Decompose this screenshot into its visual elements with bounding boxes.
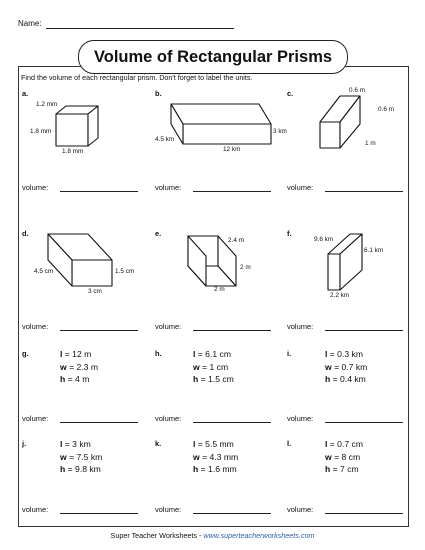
height-value: = 1.6 mm (200, 464, 237, 474)
length-value: = 0.3 km (329, 349, 363, 359)
dimension-label: 3 km (273, 128, 287, 135)
volume-label: volume: (22, 505, 49, 514)
prism-a (50, 104, 110, 154)
problem-letter: l. (287, 439, 292, 448)
dimension-label: 3 cm (88, 288, 102, 295)
volume-answer-line[interactable] (325, 422, 403, 423)
footer-text: Super Teacher Worksheets - (110, 531, 204, 540)
volume-label: volume: (22, 322, 49, 331)
dimension-label: 1.2 mm (36, 101, 58, 108)
problem-letter: f. (287, 229, 292, 238)
problem-letter: j. (22, 439, 27, 448)
volume-label: volume: (155, 322, 182, 331)
problem-letter: c. (287, 89, 294, 98)
volume-label: volume: (22, 414, 49, 423)
dimension-label: 12 km (223, 146, 241, 153)
length-value: = 12 m (64, 349, 92, 359)
problem-letter: e. (155, 229, 162, 238)
var-h: h (193, 464, 199, 474)
var-h: h (325, 464, 331, 474)
dimension-label: 1.8 mm (62, 148, 84, 155)
dimension-label: 2.4 m (228, 237, 244, 244)
formula-block-l (325, 438, 363, 476)
volume-label: volume: (287, 505, 314, 514)
var-l: l (325, 349, 328, 359)
formula-block-j (60, 438, 102, 476)
name-label: Name: (18, 19, 42, 28)
footer (0, 531, 425, 540)
var-l: l (193, 349, 196, 359)
dimension-label: 1.8 mm (30, 128, 52, 135)
var-w: w (325, 361, 332, 372)
problem-letter: g. (22, 349, 29, 358)
volume-label: volume: (287, 183, 314, 192)
formula-block-i (325, 348, 367, 386)
width-value: = 7.5 km (69, 451, 103, 462)
volume-answer-line[interactable] (193, 513, 271, 514)
formula-block-h (193, 348, 234, 386)
volume-answer-line[interactable] (193, 330, 271, 331)
length-value: = 0.7 cm (329, 439, 363, 449)
dimension-label: 4.5 cm (34, 268, 54, 275)
var-l: l (60, 349, 63, 359)
volume-answer-line[interactable] (325, 330, 403, 331)
dimension-label: 2 m (240, 264, 251, 271)
page-title: Volume of Rectangular Prisms (78, 40, 348, 74)
problem-letter: d. (22, 229, 29, 238)
volume-label: volume: (155, 183, 182, 192)
height-value: = 1.5 cm (200, 374, 234, 384)
var-h: h (60, 374, 66, 384)
volume-label: volume: (22, 183, 49, 192)
var-h: h (60, 464, 66, 474)
volume-answer-line[interactable] (60, 422, 138, 423)
volume-label: volume: (287, 414, 314, 423)
volume-answer-line[interactable] (193, 422, 271, 423)
height-value: = 7 cm (332, 464, 359, 474)
dimension-label: 2 m (214, 286, 225, 293)
dimension-label: 1.5 cm (115, 268, 135, 275)
formula-block-g (60, 348, 98, 386)
var-w: w (193, 361, 200, 372)
volume-answer-line[interactable] (325, 191, 403, 192)
name-line[interactable] (46, 28, 234, 29)
volume-answer-line[interactable] (60, 513, 138, 514)
width-value: = 8 cm (334, 451, 361, 462)
dimension-label: 2.2 km (330, 292, 350, 299)
width-value: = 1 cm (202, 361, 229, 372)
instructions: Find the volume of each rectangular prism. Don't forget to label the units. (21, 73, 253, 82)
volume-label: volume: (287, 322, 314, 331)
prism-d (46, 230, 121, 290)
var-h: h (325, 374, 331, 384)
formula-block-k (193, 438, 238, 476)
var-w: w (60, 361, 67, 372)
length-value: = 3 km (64, 439, 91, 449)
var-l: l (193, 439, 196, 449)
height-value: = 4 m (67, 374, 90, 384)
problem-letter: a. (22, 89, 29, 98)
var-w: w (60, 451, 67, 462)
volume-answer-line[interactable] (60, 191, 138, 192)
footer-link[interactable]: www.superteacherworksheets.com (203, 531, 315, 540)
width-value: = 2.3 m (69, 361, 98, 372)
length-value: = 6.1 cm (197, 349, 231, 359)
problem-letter: h. (155, 349, 162, 358)
length-value: = 5.5 mm (197, 439, 234, 449)
var-h: h (193, 374, 199, 384)
var-w: w (325, 451, 332, 462)
volume-answer-line[interactable] (325, 513, 403, 514)
prism-b (165, 102, 280, 152)
height-value: = 9.8 km (67, 464, 101, 474)
volume-label: volume: (155, 505, 182, 514)
dimension-label: 4.5 km (155, 136, 175, 143)
var-l: l (60, 439, 63, 449)
height-value: = 0.4 km (332, 374, 366, 384)
var-l: l (325, 439, 328, 449)
width-value: = 4.3 mm (202, 451, 239, 462)
width-value: = 0.7 km (334, 361, 368, 372)
dimension-label: 0.6 m (349, 87, 365, 94)
dimension-label: 1 m (365, 140, 376, 147)
volume-label: volume: (155, 414, 182, 423)
dimension-label: 6.1 km (364, 247, 384, 254)
dimension-label: 9.6 km (314, 236, 334, 243)
var-w: w (193, 451, 200, 462)
dimension-label: 0.6 m (378, 106, 394, 113)
problem-letter: k. (155, 439, 162, 448)
volume-answer-line[interactable] (60, 330, 138, 331)
problem-letter: i. (287, 349, 292, 358)
problem-letter: b. (155, 89, 162, 98)
volume-answer-line[interactable] (193, 191, 271, 192)
